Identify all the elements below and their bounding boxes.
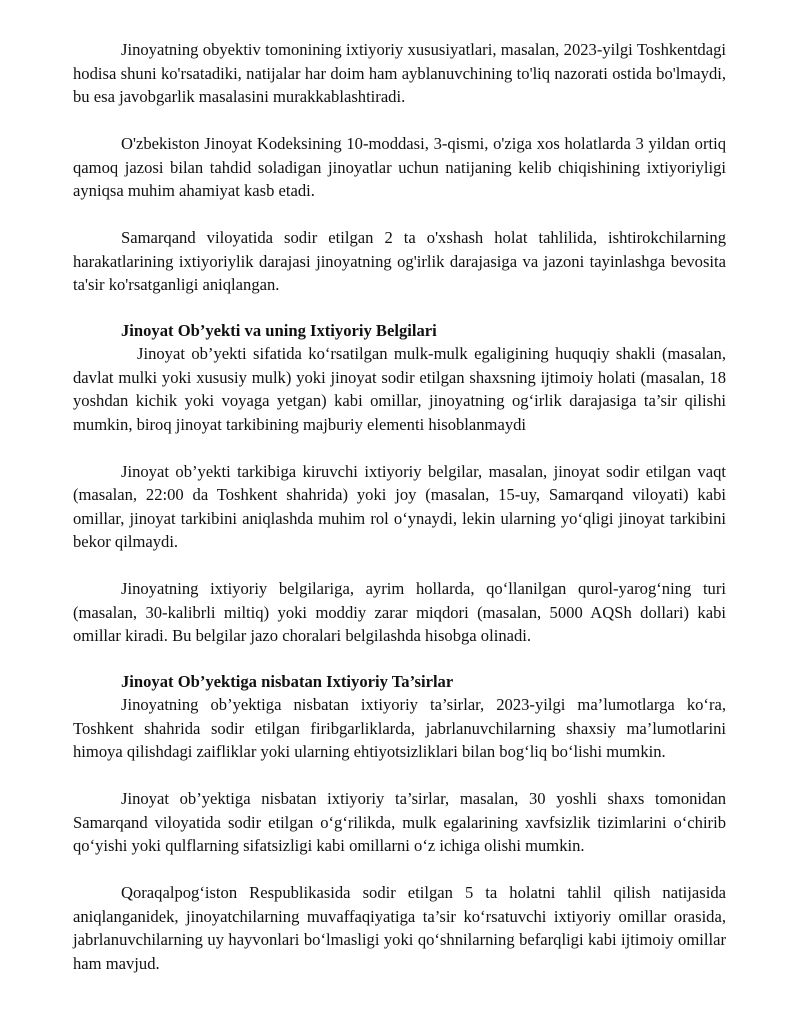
paragraph: Jinoyatning ob’yektiga nisbatan ixtiyoriy ta’sirlar, 2023-yilgi ma’lumotlarga ko‘ra, Toshkent shahrida sodir etilgan firibgarliklarda, jabrlanuvchilarning shaxsiy ma’lumotlarini himoya qilishdagi zaifliklar yoki ularning ehtiyotsizliklari bilan bog‘liq bo‘lishi mumkin. [73, 695, 726, 761]
paragraph: Jinoyat ob’yekti sifatida ko‘rsatilgan mulk-mulk egaligining huquqiy shakli (masalan, davlat mulki yoki xususiy mulk) yoki jinoyat sodir etilgan shaxsning ijtimoiy holati (masalan, 18 yoshdan kichik yoki voyaga yetgan) kabi omillar, jinoyatning og‘irlik darajasiga ta’sir qilishi mumkin, biroq jinoyat tarkibining majburiy elementi hisoblanmaydi [73, 344, 726, 434]
paragraph: Jinoyat ob’yektiga nisbatan ixtiyoriy ta’sirlar, masalan, 30 yoshli shaxs tomonidan Samarqand viloyatida sodir etilgan o‘g‘rilikda, mulk egalarining xavfsizlik tizimlarini o‘chirib qo‘yishi yoki qulflarning sifatsizligi kabi omillarni o‘z ichiga olishi mumkin. [73, 789, 726, 855]
section-heading: Jinoyat Ob’yekti va uning Ixtiyoriy Belgilari [121, 320, 437, 340]
section-heading: Jinoyat Ob’yektiga nisbatan Ixtiyoriy Ta’sirlar [121, 671, 454, 691]
paragraph: Samarqand viloyatida sodir etilgan 2 ta o'xshash holat tahlilida, ishtirokchilarning harakatlarining ixtiyoriylik darajasi jinoyatning og'irlik darajasiga va jazoni tayinlashga bevosita ta'sir ko'rsatganligi aniqlangan. [73, 228, 726, 294]
paragraph: Qoraqalpog‘iston Respublikasida sodir etilgan 5 ta holatni tahlil qilish natijasida aniqlanganidek, jinoyatchilarning muvaffaqiyatiga ta’sir ko‘rsatuvchi ixtiyoriy omillar orasida, jabrlanuvchilarning uy hayvonlari bo‘lmasligi yoki qo‘shnilarning befarqligi kabi ijtimoiy omillar ham mavjud. [73, 883, 726, 973]
paragraph: Jinoyat ob’yekti tarkibiga kiruvchi ixtiyoriy belgilar, masalan, jinoyat sodir etilgan vaqt (masalan, 22:00 da Toshkent shahrida) yoki joy (masalan, 15-uy, Samarqand viloyati) kabi omillar, jinoyat tarkibini aniqlashda muhim rol o‘ynaydi, lekin ularning yo‘qligi jinoyat tarkibini bekor qilmaydi. [73, 461, 726, 551]
paragraph: O'zbekiston Jinoyat Kodeksining 10-moddasi, 3-qismi, o'ziga xos holatlarda 3 yildan ortiq qamoq jazosi bilan tahdid soladigan jinoyatlar uchun natijaning kelib chiqishining ixtiyoriyligi ayniqsa muhim ahamiyat kasb etadi. [73, 134, 726, 200]
document-page [73, 38, 726, 975]
paragraph: Jinoyatning ixtiyoriy belgilariga, ayrim hollarda, qo‘llanilgan qurol-yarog‘ning turi (masalan, 30-kalibrli miltiq) yoki moddiy zarar miqdori (masalan, 5000 AQSh dollari) kabi omillar kiradi. Bu belgilar jazo choralari belgilashda hisobga olinadi. [73, 579, 726, 645]
paragraph: Jinoyatning obyektiv tomonining ixtiyoriy xususiyatlari, masalan, 2023-yilgi Toshkentdagi hodisa shuni ko'rsatadiki, natijalar har doim ham ayblanuvchining to'liq nazorati ostida bo'lmaydi, bu esa javobgarlik masalasini murakkablashtiradi. [73, 40, 726, 106]
